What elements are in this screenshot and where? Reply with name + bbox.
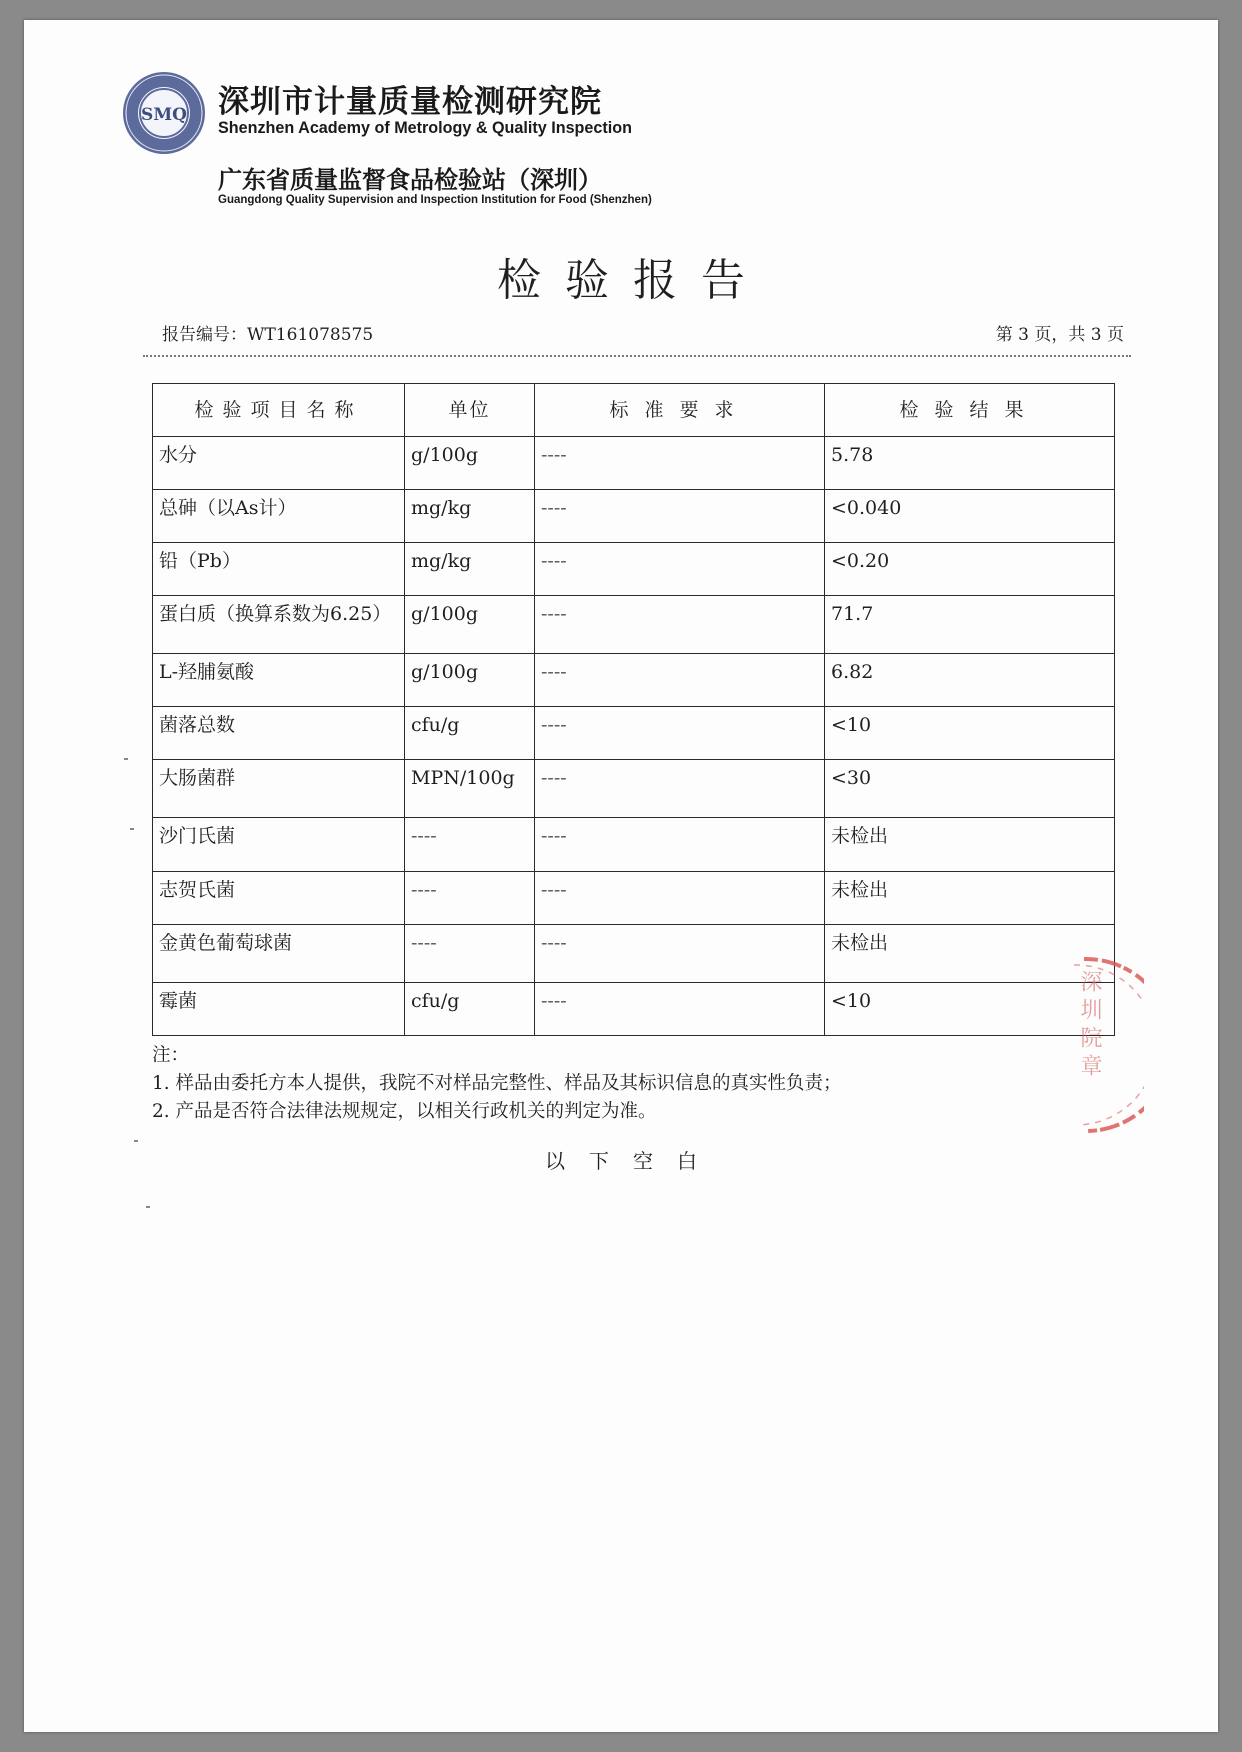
note-item: 1. 样品由委托方本人提供，我院不对样品完整性、样品及其标识信息的真实性负责； [152,1073,842,1094]
cell-result: <10 [825,983,1115,1036]
table-row [153,925,1115,983]
scan-speck [130,828,134,830]
org-name-en: Shenzhen Academy of Metrology & Quality Inspection [218,118,632,137]
cell-standard: ---- [535,490,825,543]
cell-name: 菌落总数 [153,707,405,760]
cell-unit: ---- [405,872,535,925]
cell-standard: ---- [535,543,825,596]
cell-result: 未检出 [825,818,1115,872]
cell-result: 5.78 [825,437,1115,490]
cell-unit: cfu/g [405,707,535,760]
cell-standard: ---- [535,707,825,760]
cell-unit: MPN/100g [405,760,535,818]
cell-result: <30 [825,760,1115,818]
header-unit: 单位 [405,384,535,437]
table-row [153,654,1115,707]
stamp-text: 深圳院章 [1077,970,1102,1082]
note-item: 2. 产品是否符合法律法规规定，以相关行政机关的判定为准。 [152,1101,657,1122]
cell-standard: ---- [535,760,825,818]
cell-standard: ---- [535,818,825,872]
cell-name: 沙门氏菌 [153,818,405,872]
cell-unit: mg/kg [405,543,535,596]
cell-standard: ---- [535,437,825,490]
cell-standard: ---- [535,925,825,983]
cell-name: 蛋白质（换算系数为6.25） [153,596,405,654]
report-number: 报告编号：WT161078575 [162,325,374,345]
cell-result: 未检出 [825,872,1115,925]
cell-name: 总砷（以As计） [153,490,405,543]
cell-unit: mg/kg [405,490,535,543]
table-row [153,596,1115,654]
end-of-report-text: 以下空白 [545,1149,721,1173]
cell-name: 志贺氏菌 [153,872,405,925]
station-name-cn: 广东省质量监督食品检验站（深圳） [218,166,602,194]
cell-result: <10 [825,707,1115,760]
cell-standard: ---- [535,983,825,1036]
scan-speck [124,758,128,760]
cell-result: <0.040 [825,490,1115,543]
notes-section [152,1042,842,1126]
cell-unit: g/100g [405,596,535,654]
cell-name: 大肠菌群 [153,760,405,818]
cell-name: 霉菌 [153,983,405,1036]
smq-logo [121,70,207,156]
scan-speck [146,1206,150,1208]
cell-name: 水分 [153,437,405,490]
cell-result: 71.7 [825,596,1115,654]
notes-label: 注： [152,1045,190,1066]
org-name-cn: 深圳市计量质量检测研究院 [218,84,602,120]
header-standard: 标准要求 [535,384,825,437]
scan-speck [134,1140,138,1142]
table-row [153,437,1115,490]
table-row [153,760,1115,818]
table-row [153,872,1115,925]
table-row [153,490,1115,543]
divider [143,355,1131,357]
cell-name: 金黄色葡萄球菌 [153,925,405,983]
table-row [153,543,1115,596]
cell-unit: g/100g [405,654,535,707]
cell-result: 未检出 [825,925,1115,983]
cell-name: 铅（Pb） [153,543,405,596]
station-name-en: Guangdong Quality Supervision and Inspection Institution for Food (Shenzhen) [218,194,652,206]
cell-unit: g/100g [405,437,535,490]
cell-unit: cfu/g [405,983,535,1036]
cell-unit: ---- [405,818,535,872]
header-item-name: 检验项目名称 [153,384,405,437]
results-table [152,383,1115,1036]
cell-unit: ---- [405,925,535,983]
cell-standard: ---- [535,654,825,707]
report-title: 检验报告 [497,255,769,306]
cell-result: 6.82 [825,654,1115,707]
header-result: 检验结果 [825,384,1115,437]
cell-result: <0.20 [825,543,1115,596]
table-row [153,818,1115,872]
table-row [153,983,1115,1036]
page-indicator: 第 3 页，共 3 页 [995,325,1124,345]
cell-standard: ---- [535,872,825,925]
table-header-row [153,384,1115,437]
table-row [153,707,1115,760]
cell-name: L-羟脯氨酸 [153,654,405,707]
logo-text: SMQ [141,105,187,125]
cell-standard: ---- [535,596,825,654]
